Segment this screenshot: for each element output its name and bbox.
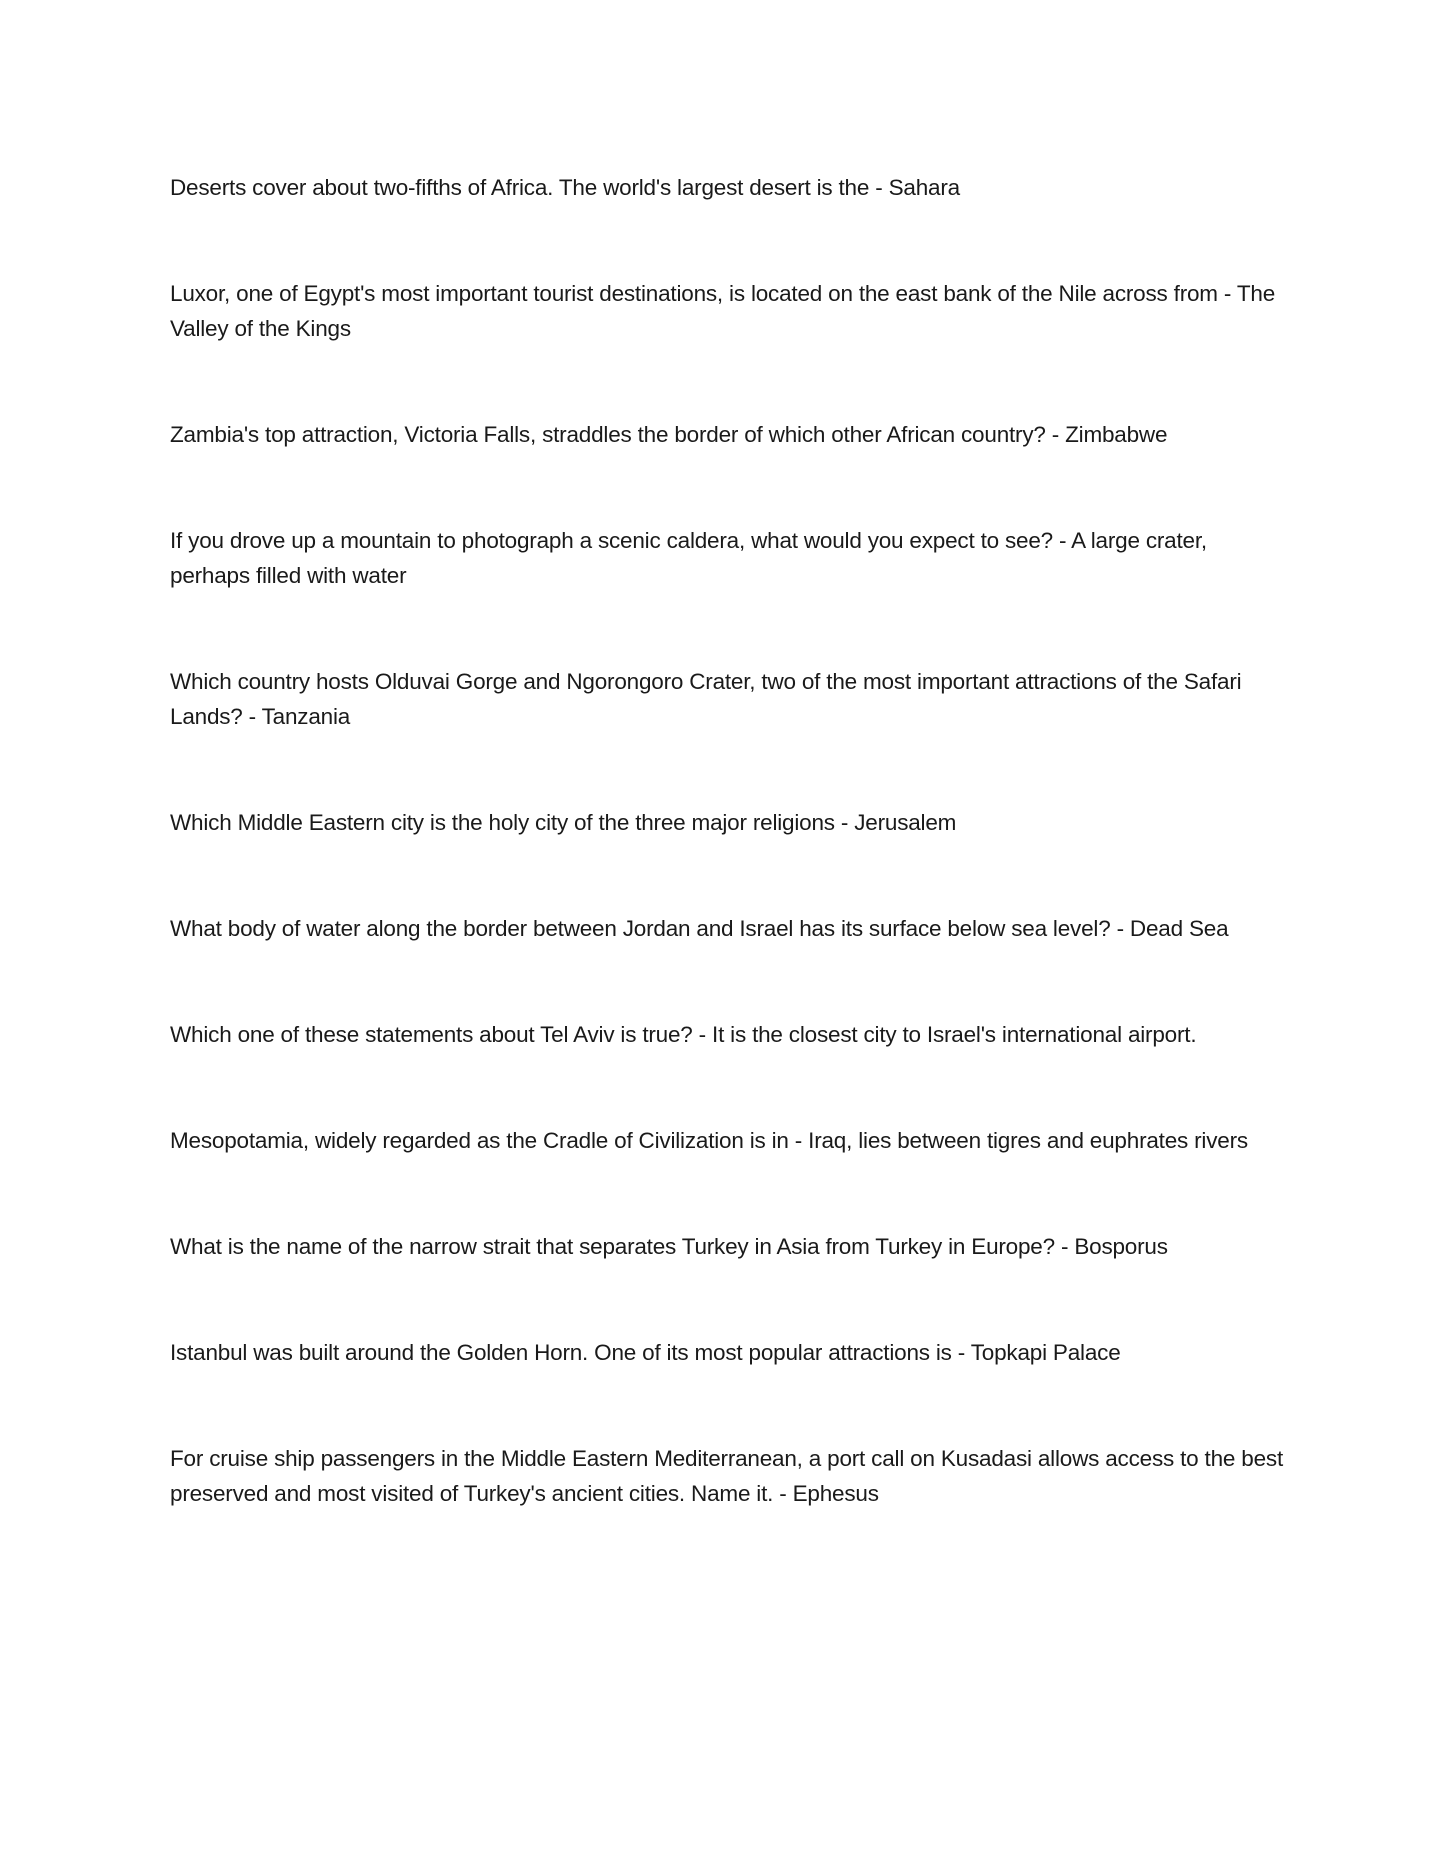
qa-item-bosporus: What is the name of the narrow strait that separates Turkey in Asia from Turkey in Europe? - Bosporus: [170, 1234, 1168, 1259]
qa-item-jerusalem: Which Middle Eastern city is the holy city of the three major religions - Jerusalem: [170, 810, 957, 835]
qa-item-olduvai: Which country hosts Olduvai Gorge and Ngorongoro Crater, two of the most important attractions of the Safari Lands? - Tanzania: [170, 669, 1242, 729]
qa-item-istanbul: Istanbul was built around the Golden Horn. One of its most popular attractions is - Topkapi Palace: [170, 1340, 1121, 1365]
qa-item-caldera: If you drove up a mountain to photograph a scenic caldera, what would you expect to see? - A large crater, perhaps filled with water: [170, 528, 1207, 588]
qa-list: [170, 170, 1285, 1582]
qa-item-luxor: Luxor, one of Egypt's most important tourist destinations, is located on the east bank of the Nile across from - The Valley of the Kings: [170, 281, 1276, 341]
qa-item-tel-aviv: Which one of these statements about Tel Aviv is true? - It is the closest city to Israel's international airport.: [170, 1022, 1197, 1047]
qa-item-dead-sea: What body of water along the border between Jordan and Israel has its surface below sea level? - Dead Sea: [170, 916, 1229, 941]
qa-item-mesopotamia: Mesopotamia, widely regarded as the Cradle of Civilization is in - Iraq, lies between tigres and euphrates rivers: [170, 1128, 1248, 1153]
qa-item-ephesus: For cruise ship passengers in the Middle Eastern Mediterranean, a port call on Kusadasi allows access to the best preserved and most visited of Turkey's ancient cities. Name it. - Ephesus: [170, 1446, 1283, 1506]
qa-item-sahara: Deserts cover about two-fifths of Africa. The world's largest desert is the - Sahara: [170, 175, 960, 200]
qa-item-victoria-falls: Zambia's top attraction, Victoria Falls, straddles the border of which other African country? - Zimbabwe: [170, 422, 1168, 447]
